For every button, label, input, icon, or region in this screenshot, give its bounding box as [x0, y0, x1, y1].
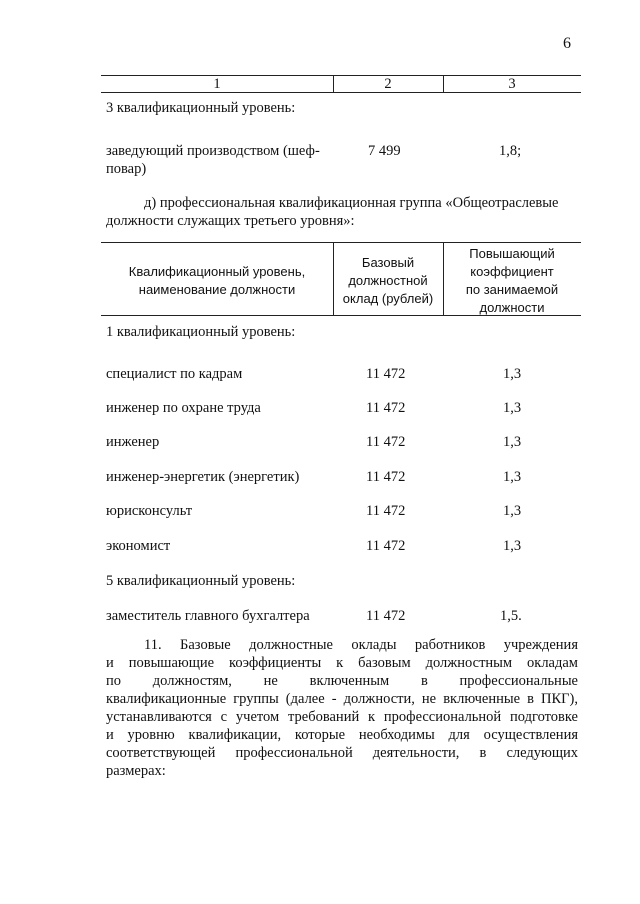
header-col2-line3: оклад (рублей): [342, 291, 434, 306]
coefficient-value: 1,3: [503, 366, 522, 382]
position-name: юрисконсульт: [106, 503, 193, 519]
column-number-1: 1: [213, 76, 221, 92]
salary-value: 7 499: [368, 143, 401, 159]
level-3-heading: 3 квалификационный уровень:: [106, 100, 296, 116]
header-col1-line2: наименование должности: [138, 282, 296, 297]
level-1-heading: 1 квалификационный уровень:: [106, 324, 296, 340]
header-col2-line2: должностной: [348, 273, 428, 288]
position-name-line2: повар): [106, 161, 147, 177]
position-name: экономист: [106, 538, 171, 554]
salary-value: 11 472: [366, 503, 406, 519]
paragraph-line: по должностям, не включенным в профессиональные: [106, 673, 578, 689]
paragraph-line: устанавливаются с учетом требований к профессиональной подготовке: [106, 709, 578, 725]
salary-value: 11 472: [366, 608, 406, 624]
position-name: инженер по охране труда: [106, 400, 261, 416]
paragraph-line: размерах:: [106, 763, 166, 779]
position-name: инженер-энергетик (энергетик): [106, 469, 300, 485]
position-name: заместитель главного бухгалтера: [106, 608, 310, 624]
salary-value: 11 472: [366, 400, 406, 416]
salary-value: 11 472: [366, 366, 406, 382]
paragraph-line: и уровню квалификации, которые необходимы для осуществления: [106, 727, 578, 743]
header-col3-line2: коэффициент: [470, 264, 554, 279]
column-number-2: 2: [384, 76, 392, 92]
header-col3-line3: по занимаемой: [465, 282, 559, 297]
paragraph-line: квалификационные группы (далее - должности, не включенные в ПКГ),: [106, 691, 578, 707]
salary-value: 11 472: [366, 469, 406, 485]
coefficient-value: 1,5.: [500, 608, 522, 624]
header-col1-line1: Квалификационный уровень,: [128, 264, 306, 279]
header-col3-line1: Повышающий: [469, 246, 555, 261]
column-number-3: 3: [508, 76, 516, 92]
header-col2-line1: Базовый: [361, 255, 415, 270]
position-name: специалист по кадрам: [106, 366, 243, 382]
level-5-heading: 5 квалификационный уровень:: [106, 573, 296, 589]
salary-value: 11 472: [366, 538, 406, 554]
coefficient-value: 1,8;: [499, 143, 522, 159]
page-number: 6: [563, 35, 571, 52]
paragraph-line: соответствующей профессиональной деятельности, в следующих: [106, 745, 578, 761]
coefficient-value: 1,3: [503, 538, 522, 554]
coefficient-value: 1,3: [503, 400, 522, 416]
paragraph-line: и повышающие коэффициенты к базовым должностным окладам: [106, 655, 578, 671]
group-d-title-line1: д) профессиональная квалификационная группа «Общеотраслевые: [144, 195, 559, 211]
header-col3-line4: должности: [479, 300, 545, 315]
position-name-line1: заведующий производством (шеф-: [106, 143, 320, 159]
salary-value: 11 472: [366, 434, 406, 450]
position-name: инженер: [106, 434, 160, 450]
coefficient-value: 1,3: [503, 469, 522, 485]
paragraph-line: 11. Базовые должностные оклады работников учреждения: [144, 637, 578, 653]
coefficient-value: 1,3: [503, 503, 522, 519]
group-d-title-line2: должности служащих третьего уровня»:: [106, 213, 355, 229]
coefficient-value: 1,3: [503, 434, 522, 450]
